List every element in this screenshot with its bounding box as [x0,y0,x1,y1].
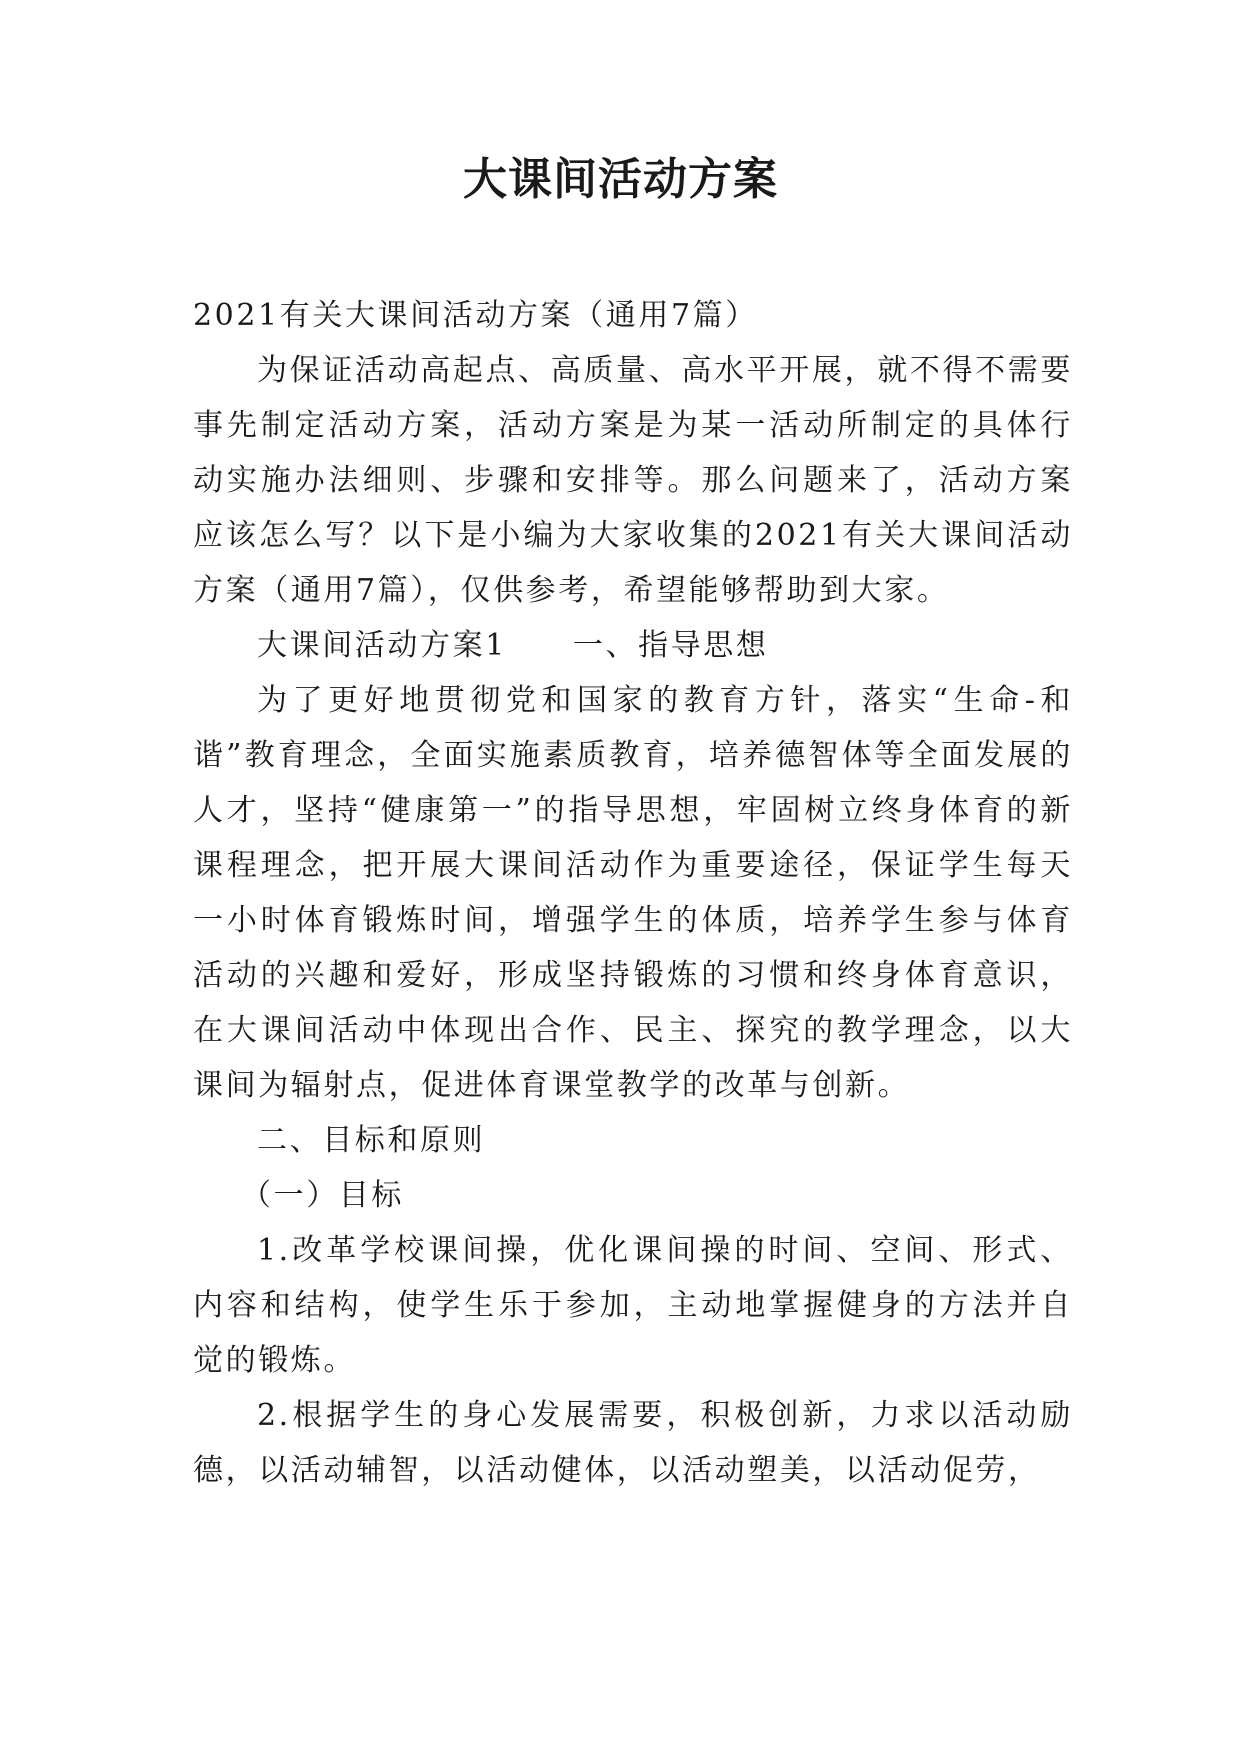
guiding-thought-paragraph: 为了更好地贯彻党和国家的教育方针，落实“生命-和谐”教育理念，全面实施素质教育，培养德智体等全面发展的人才，坚持“健康第一”的指导思想，牢固树立终身体育的新课程理念，把开展大课间活动作为重要途径，保证学生每天一小时体育锻炼时间，增强学生的体质，培养学生参与体育活动的兴趣和爱好，形成坚持锻炼的习惯和终身体育意识，在大课间活动中体现出合作、民主、探究的教学理念，以大课间为辐射点，促进体育课堂教学的改革与创新。 [193,683,1073,1103]
heading-objectives-principles: 二、目标和原则 [257,1123,486,1158]
section-label: 大课间活动方案1 [257,628,507,663]
section-heading-line [193,618,1073,673]
section-heading: 一、指导思想 [572,628,769,663]
document-subtitle: 2021有关大课间活动方案（通用7篇） [193,298,758,333]
document-body [193,288,1073,1498]
goal-paragraph-2: 2.根据学生的身心发展需要，积极创新，力求以活动励德，以活动辅智，以活动健体，以活动塑美，以活动促劳， [193,1398,1073,1488]
goal-paragraph-1: 1.改革学校课间操，优化课间操的时间、空间、形式、内容和结构，使学生乐于参加，主动地掌握健身的方法并自觉的锻炼。 [193,1233,1073,1378]
document-title: 大课间活动方案 [463,154,778,205]
intro-paragraph: 为保证活动高起点、高质量、高水平开展，就不得不需要事先制定活动方案，活动方案是为某一活动所制定的具体行动实施办法细则、步骤和安排等。那么问题来了，活动方案应该怎么写？以下是小编为大家收集的2021有关大课间活动方案（通用7篇），仅供参考，希望能够帮助到大家。 [193,353,1073,608]
subheading-goals: （一）目标 [241,1178,404,1213]
